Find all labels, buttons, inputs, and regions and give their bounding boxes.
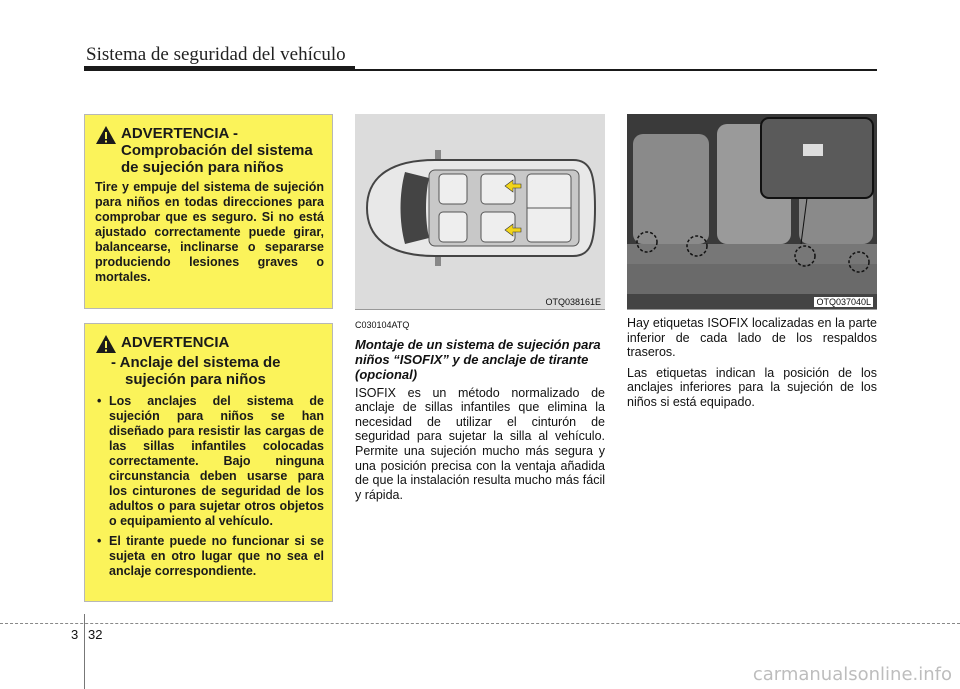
watermark: carmanualsonline.info bbox=[752, 664, 952, 685]
rear-seats-illustration bbox=[627, 114, 877, 294]
warning-box-check-restraint bbox=[84, 114, 333, 309]
header-rule-thick bbox=[84, 66, 355, 71]
section-paragraph: ISOFIX es un método normalizado de anclaje de sillas infantiles que elimina la necesidad de utilizar el cinturón de seguridad para sujetar la silla al vehículo. Permite una sujeción mucho más segura y una posición precisa con la ventaja añadida de que la instalación resulta mucho más fácil y rápida. bbox=[355, 385, 605, 502]
warning-body-text: Tire y empuje del sistema de sujeción para niños en todas direcciones para comprobar que es seguro. Si no está ajustado correctamente puede girar, balancearse, inclinarse o separarse produciendo lesiones graves o mortales. bbox=[95, 180, 324, 284]
isofix-section bbox=[355, 318, 605, 508]
section-code: C030104ATQ bbox=[355, 320, 410, 330]
warning-bullet-list bbox=[95, 394, 324, 579]
warning-title-line: de sujeción para niños bbox=[121, 159, 284, 176]
page-header-title: Sistema de seguridad del vehículo bbox=[86, 44, 346, 65]
warning-title-line: ADVERTENCIA - bbox=[121, 125, 238, 142]
warning-title-line: Comprobación del sistema bbox=[121, 142, 313, 159]
warning-triangle-icon bbox=[95, 334, 117, 354]
section-number: 3 bbox=[71, 627, 79, 642]
warning-bullet: • El tirante puede no funcionar si se sujeta en otro lugar que no sea el anclaje correspondiente. bbox=[95, 534, 324, 579]
warning-box-anchor bbox=[84, 323, 333, 602]
paragraph: Hay etiquetas ISOFIX localizadas en la parte inferior de cada lado de los respaldos traseros. bbox=[627, 316, 877, 360]
section-heading: Montaje de un sistema de sujeción para niños “ISOFIX” y de anclaje de tirante (opcional) bbox=[355, 336, 601, 382]
footer-divider bbox=[84, 614, 85, 689]
figure-code: OTQ037040L bbox=[816, 297, 871, 307]
figure-car-top-view bbox=[355, 114, 605, 310]
footer-rule bbox=[0, 623, 960, 624]
isofix-labels-text bbox=[627, 316, 877, 416]
warning-subtitle: sujeción para niños bbox=[125, 371, 266, 388]
figure-rear-seats bbox=[627, 114, 877, 310]
car-top-view-illustration bbox=[355, 114, 605, 294]
paragraph: Las etiquetas indican la posición de los anclajes inferiores para la sujeción de los niños si está equipado. bbox=[627, 365, 877, 409]
page-number: 32 bbox=[88, 627, 103, 642]
warning-title: ADVERTENCIA bbox=[121, 334, 230, 351]
figure-code: OTQ038161E bbox=[545, 297, 601, 307]
warning-triangle-icon bbox=[95, 125, 117, 145]
warning-bullet: • Los anclajes del sistema de sujeción para niños se han diseñado para resistir las cargas de las sillas infantiles colocadas correctamente. Bajo ninguna circunstancia deben usarse para los cinturones de seguridad de los adultos o para sujetar otros objetos o equipamiento al vehículo. bbox=[95, 394, 324, 529]
warning-title bbox=[121, 125, 313, 176]
header-rule-thin bbox=[355, 69, 877, 71]
warning-subtitle: - Anclaje del sistema de bbox=[111, 354, 281, 371]
